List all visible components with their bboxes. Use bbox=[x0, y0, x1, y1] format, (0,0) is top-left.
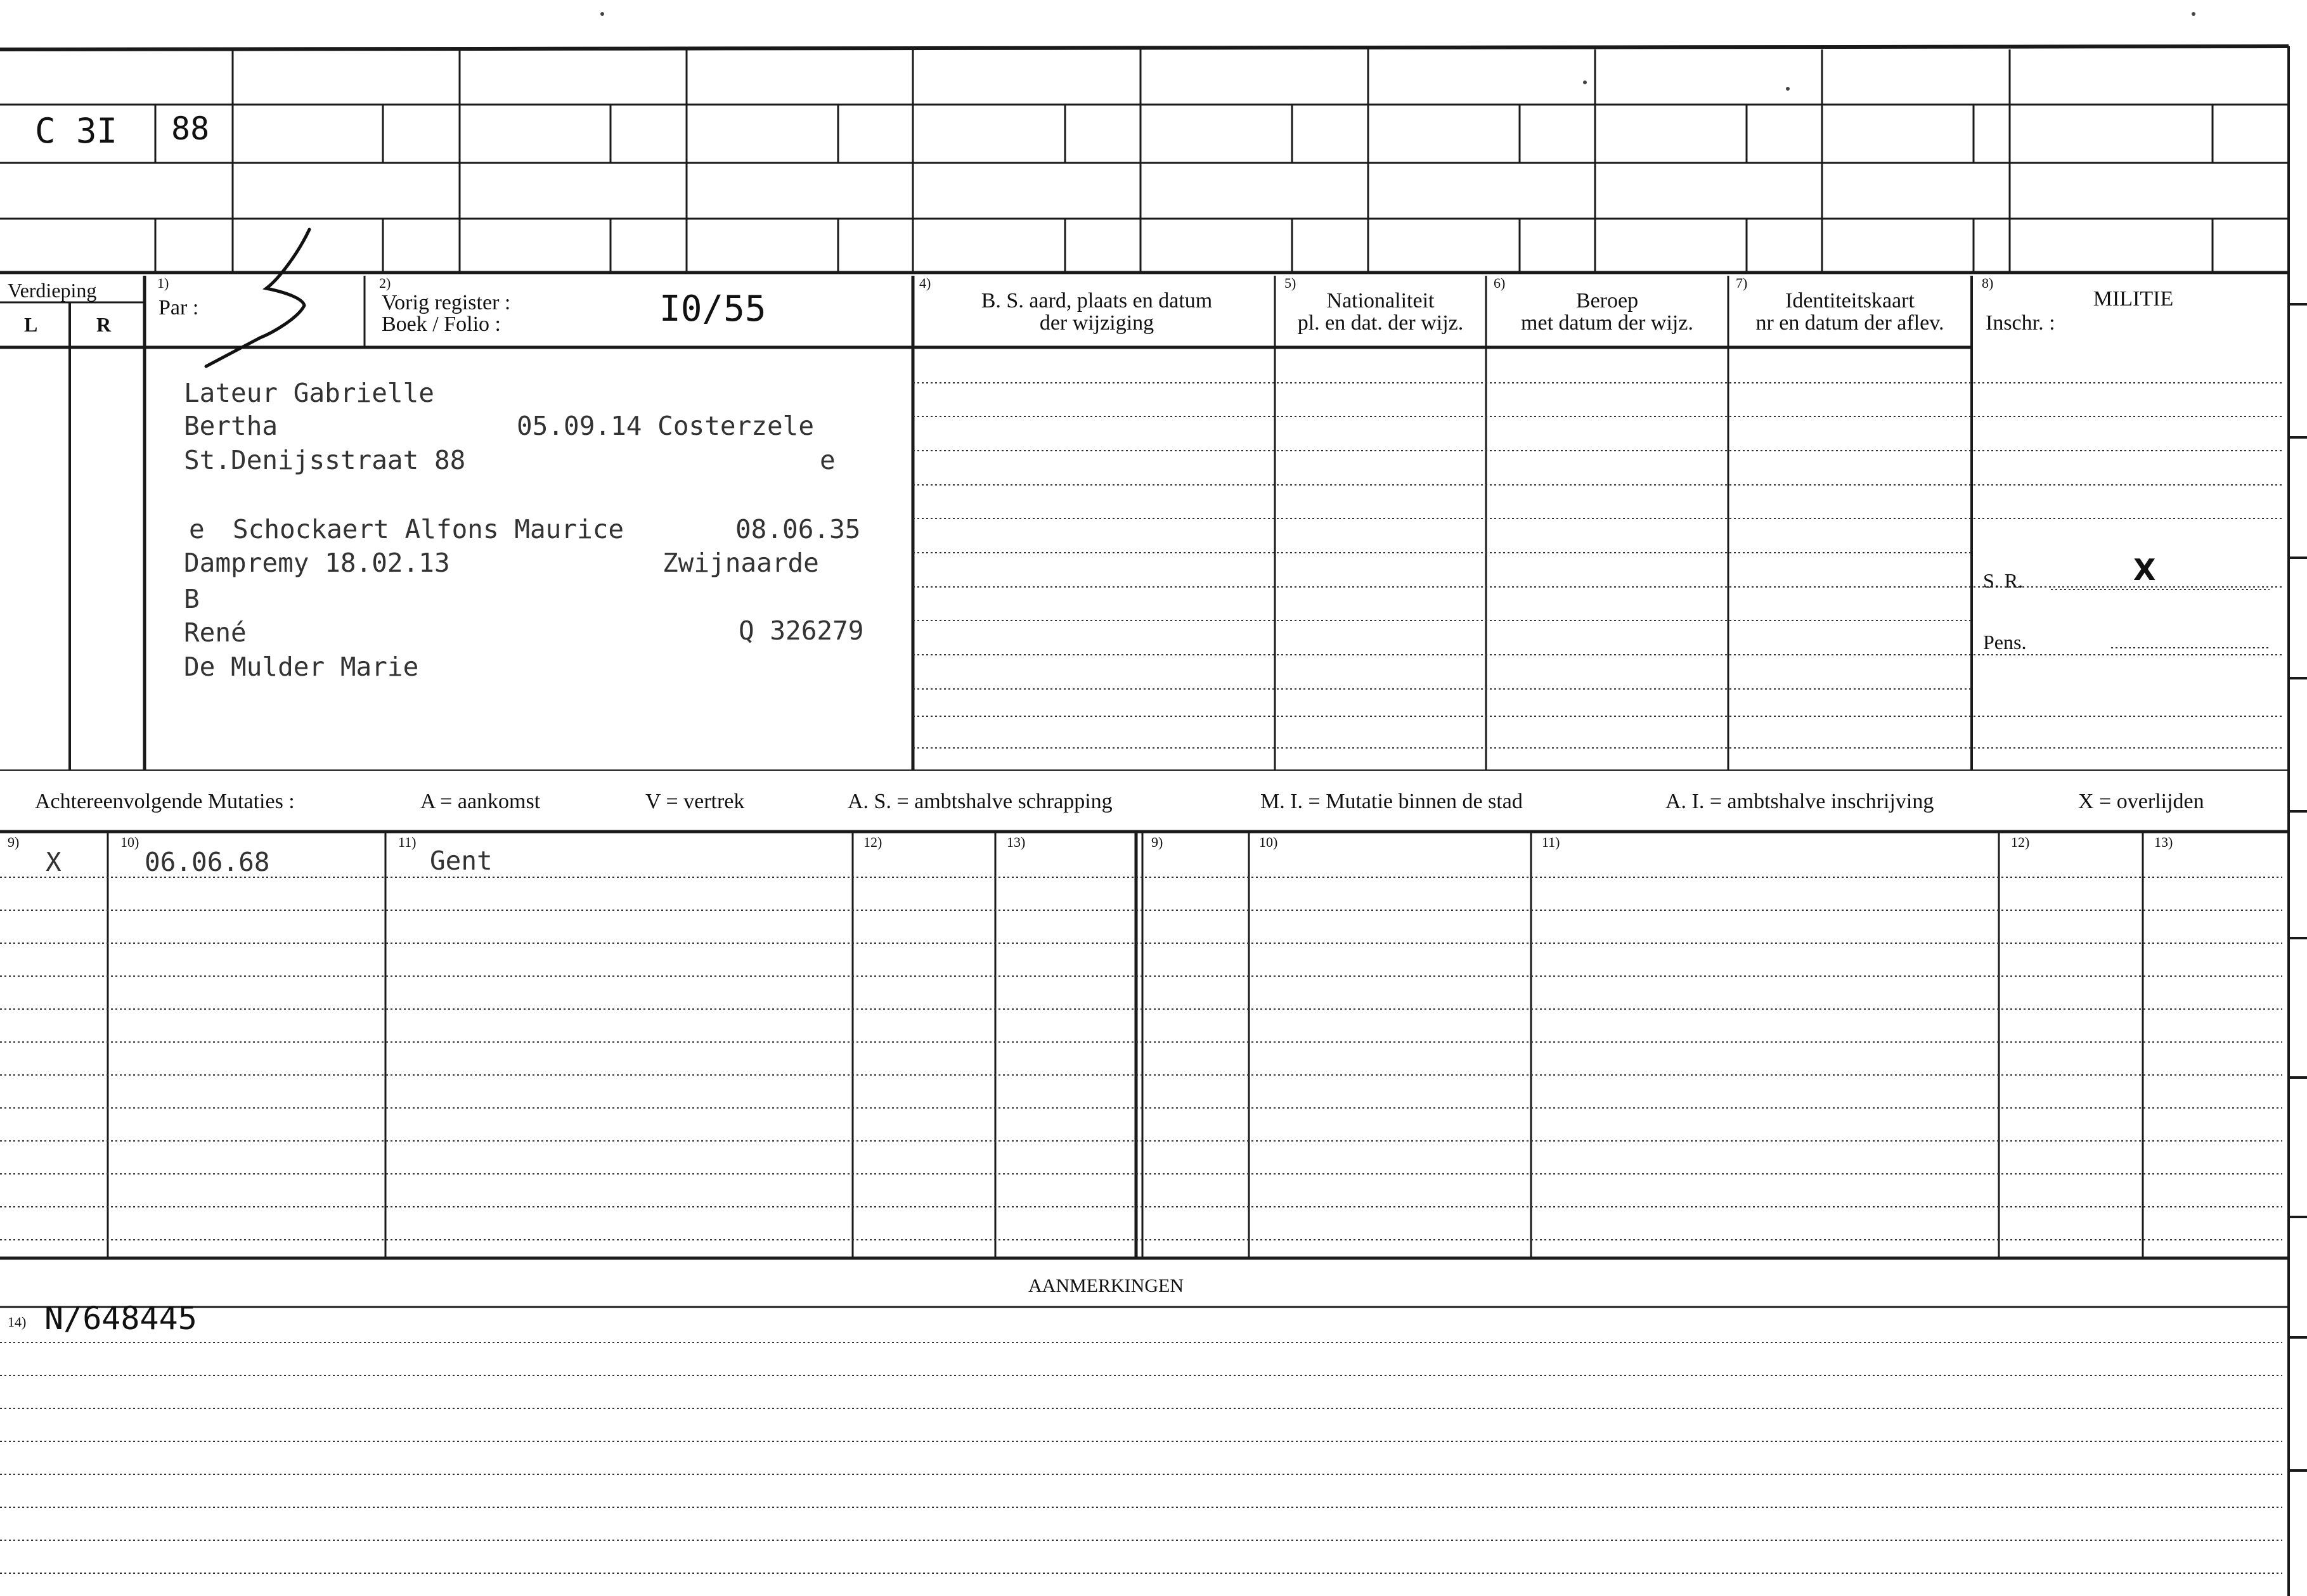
bs-title-line2: der wijziging bbox=[1039, 311, 1154, 335]
col-9-num: 9) bbox=[8, 834, 20, 850]
pens-label: Pens. bbox=[1983, 631, 2027, 653]
id-title-line2: nr en datum der aflev. bbox=[1755, 311, 1944, 335]
father-name: René bbox=[184, 617, 247, 648]
legend-overlijden: X = overlijden bbox=[2078, 790, 2204, 813]
spouse-prefix: e bbox=[189, 514, 205, 544]
aanmerkingen-value: N/648445 bbox=[44, 1300, 197, 1337]
par-label: Par : bbox=[158, 296, 199, 319]
aanmerkingen-num: 14) bbox=[8, 1314, 27, 1330]
inschr-label: Inschr. : bbox=[1986, 311, 2055, 335]
col-9b-num: 9) bbox=[1151, 834, 1163, 850]
person-surname-firstname: Lateur Gabrielle bbox=[184, 378, 434, 408]
mutation-1-type: X bbox=[46, 847, 61, 877]
verdieping-label: Verdieping bbox=[8, 279, 97, 302]
sr-label: S. R. bbox=[1983, 569, 2024, 592]
vorig-num: 2) bbox=[379, 275, 391, 291]
legend-mutatie-binnen-stad: M. I. = Mutatie binnen de stad bbox=[1260, 790, 1523, 813]
ber-title-line2: met datum der wijz. bbox=[1521, 311, 1693, 335]
code-c31: C 3I bbox=[35, 111, 118, 151]
col-10-num: 10) bbox=[120, 834, 139, 850]
id-title-line1: Identiteitskaart bbox=[1785, 289, 1915, 312]
col-13b-num: 13) bbox=[2154, 834, 2173, 850]
vorig-register-value: I0/55 bbox=[659, 288, 766, 330]
nat-title-line2: pl. en dat. der wijz. bbox=[1297, 311, 1464, 335]
spouse-birth: Dampremy 18.02.13 bbox=[184, 548, 450, 578]
legend-ambtshalve-schrapping: A. S. = ambtshalve schrapping bbox=[848, 790, 1113, 813]
vorig-register-label: Vorig register : bbox=[382, 291, 511, 314]
col-12b-num: 12) bbox=[2011, 834, 2030, 850]
nationality-code: B bbox=[184, 584, 200, 614]
col-l-label: L bbox=[24, 313, 38, 336]
par-num: 1) bbox=[157, 275, 169, 291]
col-11-num: 11) bbox=[398, 834, 417, 850]
identity-number: Q 326279 bbox=[739, 615, 864, 646]
marriage-place: Zwijnaarde bbox=[662, 548, 819, 578]
marriage-date: 08.06.35 bbox=[735, 514, 861, 544]
person-address: St.Denijsstraat 88 bbox=[184, 445, 466, 475]
militie-title: MILITIE bbox=[2093, 287, 2174, 311]
legend-vertrek: V = vertrek bbox=[645, 790, 745, 813]
spouse-name: Schockaert Alfons Maurice bbox=[233, 514, 624, 544]
mutation-1-date: 06.06.68 bbox=[145, 847, 270, 877]
bs-title-line1: B. S. aard, plaats en datum bbox=[981, 289, 1213, 312]
col-12-num: 12) bbox=[863, 834, 882, 850]
code-88: 88 bbox=[171, 110, 210, 147]
bs-num: 4) bbox=[919, 275, 931, 291]
nat-title-line1: Nationaliteit bbox=[1326, 289, 1435, 312]
legend-ambtshalve-inschrijving: A. I. = ambtshalve inschrijving bbox=[1665, 790, 1934, 813]
col-11b-num: 11) bbox=[1542, 834, 1560, 850]
mutation-1-place: Gent bbox=[430, 846, 493, 876]
mother-name: De Mulder Marie bbox=[184, 652, 419, 682]
col-13-num: 13) bbox=[1007, 834, 1026, 850]
aanmerkingen-title: AANMERKINGEN bbox=[1028, 1275, 1184, 1296]
sr-value: X bbox=[2133, 553, 2156, 587]
id-num: 7) bbox=[1736, 275, 1748, 291]
mil-num: 8) bbox=[1982, 275, 1994, 291]
nat-num: 5) bbox=[1284, 275, 1296, 291]
boek-folio-label: Boek / Folio : bbox=[382, 312, 501, 336]
col-10b-num: 10) bbox=[1259, 834, 1278, 850]
person-birth-date-place: 05.09.14 Costerzele bbox=[517, 411, 814, 441]
legend-aankomst: A = aankomst bbox=[420, 790, 541, 813]
person-second-name: Bertha bbox=[184, 411, 278, 441]
ber-title-line1: Beroep bbox=[1575, 289, 1639, 312]
ber-num: 6) bbox=[1494, 275, 1506, 291]
col-r-label: R bbox=[96, 313, 112, 336]
mutaties-title: Achtereenvolgende Mutaties : bbox=[35, 790, 295, 813]
person-address-mark: e bbox=[820, 445, 836, 475]
